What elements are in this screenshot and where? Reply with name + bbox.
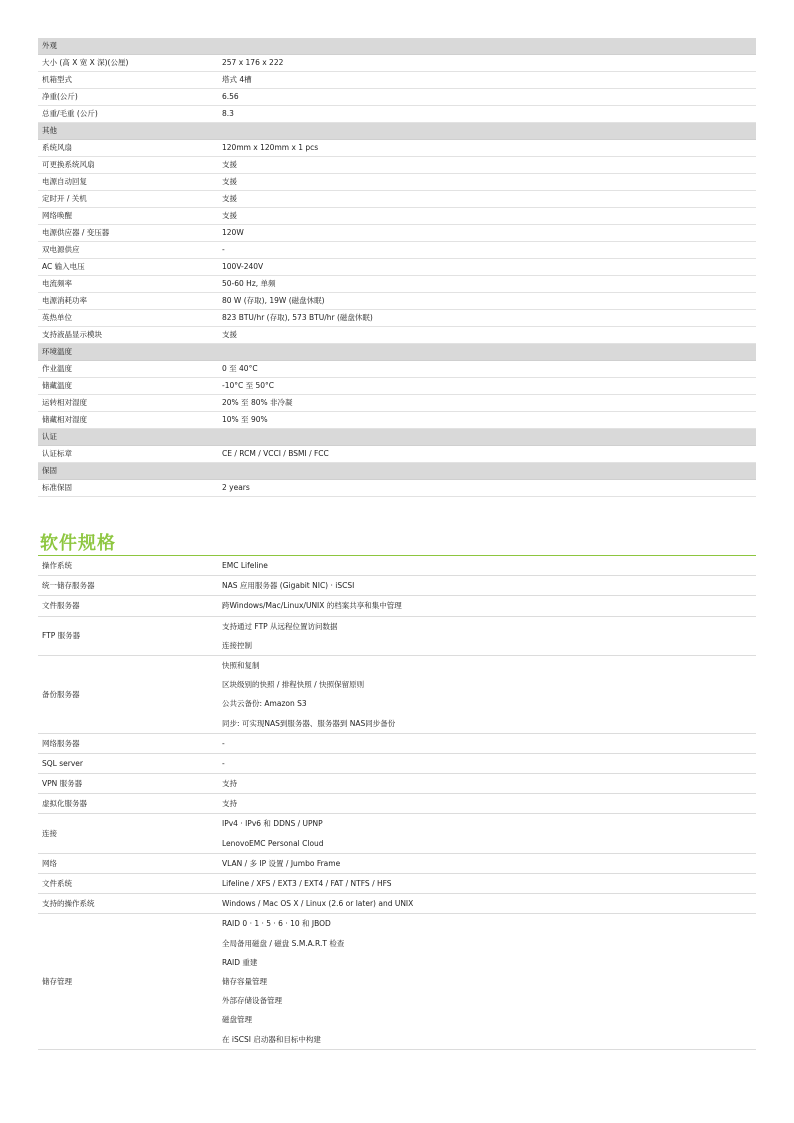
software-value-line: 外部存储设备管理 <box>222 996 282 1006</box>
spec-label: 电源供应器 / 变压器 <box>38 225 218 242</box>
section-header-row <box>38 38 756 55</box>
software-label: 文件系统 <box>38 874 218 894</box>
spec-value: -10°C 至 50°C <box>218 378 756 395</box>
spec-label: 认证标章 <box>38 446 218 463</box>
spec-value: 823 BTU/hr (存取), 573 BTU/hr (磁盘休眠) <box>218 310 756 327</box>
spec-label: 净重(公斤) <box>38 89 218 106</box>
software-values <box>218 655 756 733</box>
spec-value: - <box>218 242 756 259</box>
section-filler <box>218 429 756 446</box>
software-row <box>38 733 756 753</box>
software-value-line: - <box>222 758 225 768</box>
software-value-line: EMC Lifeline <box>222 561 268 570</box>
software-label: 网络 <box>38 853 218 873</box>
software-value-line: - <box>222 738 225 748</box>
software-values <box>218 874 756 894</box>
spec-row <box>38 208 756 225</box>
software-values <box>218 914 756 1049</box>
software-label: 储存管理 <box>38 914 218 1049</box>
spec-row <box>38 55 756 72</box>
software-row <box>38 853 756 873</box>
spec-row <box>38 225 756 242</box>
software-row <box>38 794 756 814</box>
spec-value: 支援 <box>218 208 756 225</box>
software-label: 虚拟化服务器 <box>38 794 218 814</box>
spec-value: 257 x 176 x 222 <box>218 55 756 72</box>
software-label: 支持的操作系统 <box>38 894 218 914</box>
software-value-line: IPv4 · IPv6 和 DDNS / UPNP <box>222 819 323 829</box>
software-value-line: 连接控制 <box>222 640 252 650</box>
section-header-row <box>38 463 756 480</box>
section-header-row <box>38 429 756 446</box>
software-label: 备份服务器 <box>38 655 218 733</box>
spec-row <box>38 242 756 259</box>
spec-label: 储藏相对湿度 <box>38 412 218 429</box>
software-value-line: 全局备用磁盘 / 磁盘 S.M.A.R.T 检查 <box>222 938 345 948</box>
software-value-line: RAID 重建 <box>222 957 258 967</box>
spec-value: 120W <box>218 225 756 242</box>
software-row <box>38 814 756 853</box>
software-row <box>38 874 756 894</box>
software-label: FTP 服务器 <box>38 616 218 655</box>
spec-value: 2 years <box>218 480 756 497</box>
software-values <box>218 853 756 873</box>
section-filler <box>218 463 756 480</box>
software-label: 网络服务器 <box>38 733 218 753</box>
spec-label: 储藏温度 <box>38 378 218 395</box>
spec-row <box>38 361 756 378</box>
spec-row <box>38 446 756 463</box>
spec-row <box>38 157 756 174</box>
spec-row <box>38 276 756 293</box>
spec-label: 英热单位 <box>38 310 218 327</box>
section-header-row <box>38 123 756 140</box>
software-label: 操作系统 <box>38 556 218 576</box>
section-filler <box>218 344 756 361</box>
spec-value: 80 W (存取), 19W (磁盘休眠) <box>218 293 756 310</box>
software-value-line: 公共云备份: Amazon S3 <box>222 699 307 709</box>
software-value-line: 支持 <box>222 799 237 809</box>
spec-row <box>38 72 756 89</box>
spec-label: 系统风扇 <box>38 140 218 157</box>
spec-sheet-page <box>38 38 756 1050</box>
spec-value: 0 至 40°C <box>218 361 756 378</box>
software-row <box>38 655 756 733</box>
spec-row <box>38 174 756 191</box>
spec-label: AC 输入电压 <box>38 259 218 276</box>
software-values <box>218 753 756 773</box>
hardware-spec-table <box>38 38 756 497</box>
section-title: 外观 <box>38 38 218 55</box>
section-title: 认证 <box>38 429 218 446</box>
software-value-line: Lifeline / XFS / EXT3 / EXT4 / FAT / NTFS / HFS <box>222 879 392 888</box>
spec-label: 定时开 / 关机 <box>38 191 218 208</box>
spec-row <box>38 378 756 395</box>
software-row <box>38 774 756 794</box>
spec-value: 支援 <box>218 191 756 208</box>
software-values <box>218 596 756 616</box>
section-title: 保固 <box>38 463 218 480</box>
spec-row <box>38 327 756 344</box>
software-value-line: 同步: 可实现NAS到服务器、服务器到 NAS同步备份 <box>222 718 396 728</box>
spec-value: CE / RCM / VCCI / BSMI / FCC <box>218 446 756 463</box>
spec-row <box>38 191 756 208</box>
software-label: 统一储存服务器 <box>38 576 218 596</box>
software-values <box>218 576 756 596</box>
spec-row <box>38 89 756 106</box>
section-header-row <box>38 344 756 361</box>
software-value-line: NAS 应用服务器 (Gigabit NIC) · iSCSI <box>222 581 355 591</box>
software-spec-heading: 软件规格 <box>38 533 756 556</box>
spec-row <box>38 140 756 157</box>
spec-label: 运转相对湿度 <box>38 395 218 412</box>
software-values <box>218 774 756 794</box>
software-values <box>218 894 756 914</box>
spec-value: 20% 至 80% 非冷凝 <box>218 395 756 412</box>
spec-row <box>38 293 756 310</box>
spec-label: 大小 (高 X 宽 X 深)(公厘) <box>38 55 218 72</box>
spec-label: 网络唤醒 <box>38 208 218 225</box>
spec-label: 电源消耗功率 <box>38 293 218 310</box>
spec-label: 标准保固 <box>38 480 218 497</box>
spec-value: 支援 <box>218 174 756 191</box>
software-row <box>38 556 756 576</box>
software-value-line: VLAN / 多 IP 设置 / Jumbo Frame <box>222 858 341 868</box>
spec-label: 机箱型式 <box>38 72 218 89</box>
software-label: 连接 <box>38 814 218 853</box>
software-values <box>218 733 756 753</box>
spec-label: 作业温度 <box>38 361 218 378</box>
software-label: SQL server <box>38 753 218 773</box>
spec-row <box>38 310 756 327</box>
spec-row <box>38 395 756 412</box>
spec-row <box>38 106 756 123</box>
software-spec-table <box>38 556 756 1050</box>
software-row <box>38 894 756 914</box>
spec-value: 塔式 4槽 <box>218 72 756 89</box>
software-values <box>218 794 756 814</box>
spec-value: 支援 <box>218 157 756 174</box>
spec-label: 电源自动回复 <box>38 174 218 191</box>
spec-row <box>38 259 756 276</box>
spec-value: 6.56 <box>218 89 756 106</box>
software-value-line: 区块级别的快照 / 排程快照 / 快照保留原则 <box>222 680 365 690</box>
software-value-line: RAID 0 · 1 · 5 · 6 · 10 和 JBOD <box>222 919 331 929</box>
software-value-line: 储存容量管理 <box>222 976 267 986</box>
section-filler <box>218 123 756 140</box>
software-value-line: Windows / Mac OS X / Linux (2.6 or later) and UNIX <box>222 899 414 909</box>
section-filler <box>218 38 756 55</box>
spec-row <box>38 480 756 497</box>
software-values <box>218 616 756 655</box>
software-row <box>38 576 756 596</box>
software-value-line: 磁盘管理 <box>222 1015 252 1025</box>
software-value-line: 跨Windows/Mac/Linux/UNIX 的档案共享和集中管理 <box>222 601 402 611</box>
spec-label: 可更换系统风扇 <box>38 157 218 174</box>
software-label: VPN 服务器 <box>38 774 218 794</box>
software-row <box>38 596 756 616</box>
software-row <box>38 753 756 773</box>
spec-value: 8.3 <box>218 106 756 123</box>
spec-value: 100V-240V <box>218 259 756 276</box>
software-value-line: 快照和复制 <box>222 660 260 670</box>
spec-label: 支持液晶显示模块 <box>38 327 218 344</box>
software-row <box>38 616 756 655</box>
software-row <box>38 914 756 1049</box>
spec-row <box>38 412 756 429</box>
spec-value: 50-60 Hz, 单频 <box>218 276 756 293</box>
software-label: 文件服务器 <box>38 596 218 616</box>
section-title: 环境温度 <box>38 344 218 361</box>
software-value-line: 支持 <box>222 779 237 789</box>
spec-label: 电流频率 <box>38 276 218 293</box>
software-value-line: LenovoEMC Personal Cloud <box>222 838 324 848</box>
section-title: 其他 <box>38 123 218 140</box>
spec-label: 双电源供应 <box>38 242 218 259</box>
software-values <box>218 556 756 576</box>
spec-label: 总重/毛重 (公斤) <box>38 106 218 123</box>
software-values <box>218 814 756 853</box>
spec-value: 10% 至 90% <box>218 412 756 429</box>
software-value-line: 在 iSCSI 启动器和目标中构建 <box>222 1034 321 1044</box>
spec-value: 支援 <box>218 327 756 344</box>
software-value-line: 支持通过 FTP 从远程位置访问数据 <box>222 621 338 631</box>
spec-value: 120mm x 120mm x 1 pcs <box>218 140 756 157</box>
